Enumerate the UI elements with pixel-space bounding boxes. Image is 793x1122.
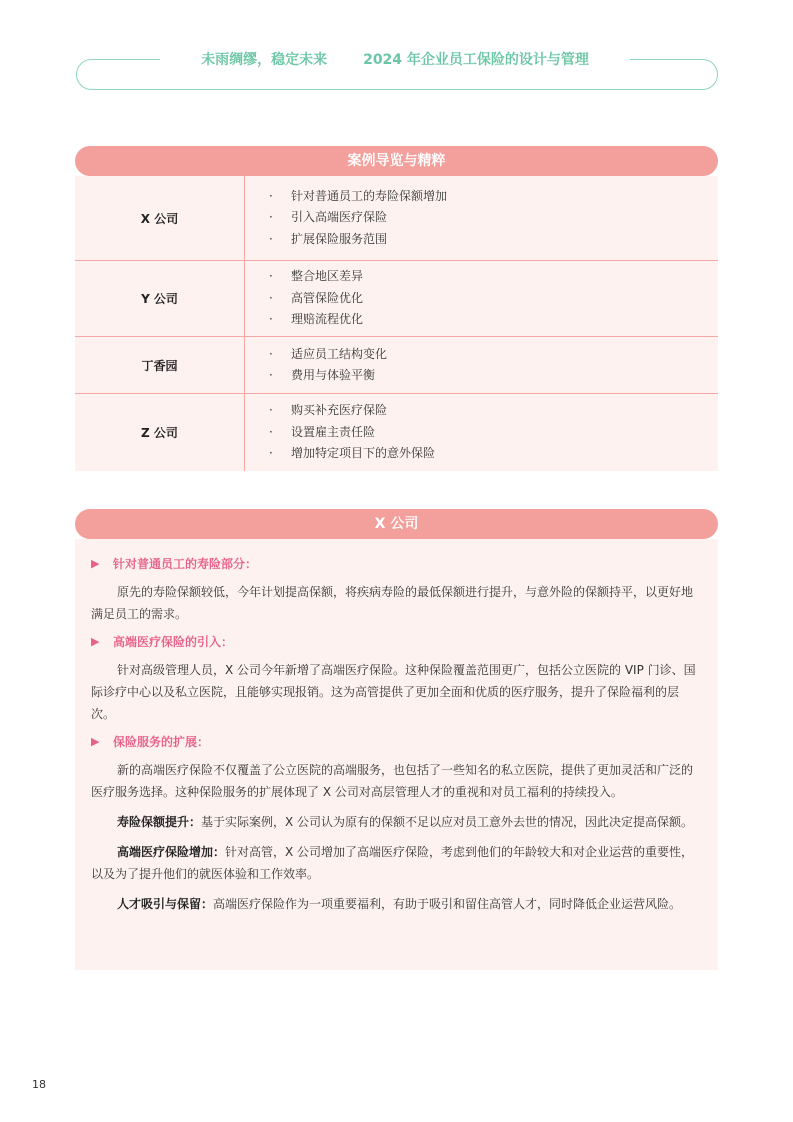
list-item: · 适应员工结构变化 [269,346,388,361]
triangle-icon: ▶ [91,557,100,570]
list-item: · 引入高端医疗保险 [269,210,388,225]
page-number: 18 [32,1078,46,1091]
item-list [245,176,447,260]
section-paragraph: 原先的寿险保额较低，今年计划提高保额，将疾病寿险的最低保额进行提升，与意外险的保额持平，以更好地满足员工的需求。 [91,585,694,621]
list-item: · 高管保险优化 [269,290,364,305]
section-heading: ▶ 针对普通员工的寿险部分： [91,553,702,575]
overview-banner: 案例导览与精粹 [75,146,718,176]
table-row [75,394,718,471]
table-row [75,176,718,261]
key-point: 寿险保额提升：基于实际案例，X 公司认为原有的保额不足以应对员工意外去世的情况，因此决定提高保额。 [117,815,694,829]
company-name: 丁香园 [75,337,245,393]
list-item: · 费用与体验平衡 [269,368,376,382]
key-point: 人才吸引与保留：高端医疗保险作为一项重要福利，有助于吸引和留住高管人才，同时降低企业运营风险。 [117,897,682,911]
list-item: · 设置雇主责任险 [269,424,376,439]
list-item: · 扩展保险服务范围 [269,231,388,246]
company-name: X 公司 [75,176,245,260]
list-item: · 理赔流程优化 [269,312,364,327]
table-row [75,261,718,337]
overview-table [75,176,718,471]
header-title [160,48,630,72]
company-name: Y 公司 [75,261,245,336]
list-item: · 针对普通员工的寿险保额增加 [269,188,448,203]
item-list [245,261,363,336]
list-item: · 增加特定项目下的意外保险 [269,446,436,461]
section-heading: ▶ 高端医疗保险的引入： [91,631,702,653]
section-paragraph: 新的高端医疗保险不仅覆盖了公立医院的高端服务，也包括了一些知名的私立医院，提供了更加灵活和广泛的医疗服务选择。这种保险服务的扩展体现了 X 公司对高层管理人才的重视和对员工福利的持续投入。 [91,763,694,799]
table-row [75,337,718,394]
key-point: 高端医疗保险增加：针对高管，X 公司增加了高端医疗保险，考虑到他们的年龄较大和对企业运营的重要性，以及为了提升他们的就医体验和工作效率。 [91,845,694,881]
detail-box [75,539,718,970]
list-item: · 整合地区差异 [269,269,364,284]
header-report-title: 2024 年企业员工保险的设计与管理 [363,52,589,68]
section-heading: ▶ 保险服务的扩展： [91,731,702,753]
triangle-icon: ▶ [91,635,100,648]
header-slogan: 未雨绸缪，稳定未来 [201,52,328,68]
triangle-icon: ▶ [91,735,100,748]
item-list [245,394,435,471]
section-paragraph: 针对高级管理人员，X 公司今年新增了高端医疗保险。这种保险覆盖范围更广，包括公立医院的 VIP 门诊、国际诊疗中心以及私立医院，且能够实现报销。这为高管提供了更加全面和优质的医疗服务，提升了保险福利的层次。 [91,663,696,721]
company-name: Z 公司 [75,394,245,471]
detail-banner: X 公司 [75,509,718,539]
list-item: · 购买补充医疗保险 [269,403,388,418]
item-list [245,337,387,393]
